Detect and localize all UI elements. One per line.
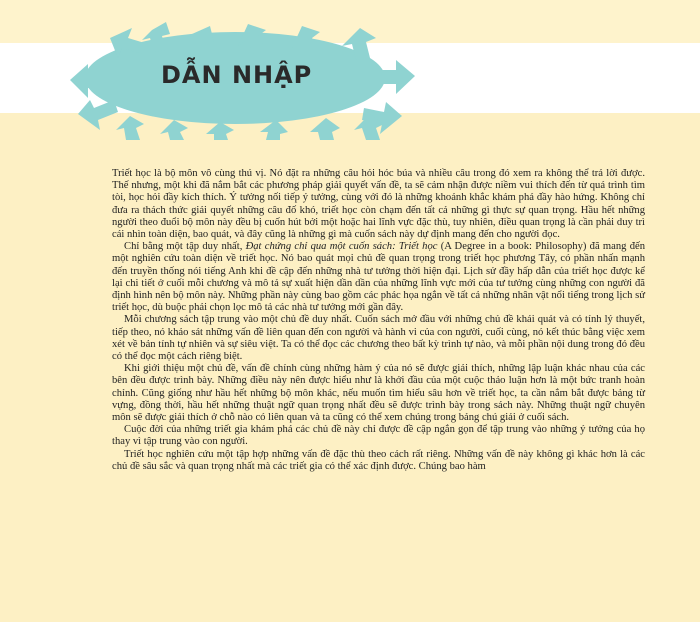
chapter-heading: DẪN NHẬP xyxy=(161,61,313,89)
paragraph-2-rest: (A Degree in a book: Philosophy) đã mang đến một nghiên cứu toàn diện về triết học. Nó bao quát mọi chủ đề quan trọng trong triết học phương Tây, có phần nhấn mạnh đến truyền thống nói tiếng Anh khi đề cập đến những nhà tư tưởng thời hiện đại. Lịch sử đầy hấp dẫn của triết học được kể lại chi tiết ở cuối mỗi chương và mô tả sự xuất hiện dần dần của những lĩnh vực mới của tư tưởng cùng những con người đã định hình nên bộ môn này. Những phần này cùng bao gồm các phác họa ngắn về tất cả những nhân vật nổi tiếng trong lịch sử triết học, dù buộc phải chọn lọc mô tả các nhà tư tưởng mới gần đây. xyxy=(112,241,645,314)
paragraph-1: Triết học là bộ môn vô cùng thú vị. Nó đặt ra những câu hỏi hóc búa và nhiều câu trong đó xem ra không thể trả lời được. Thế nhưng, một khi đã nắm bắt các phương pháp giải quyết vấn đề, ta sẽ cảm nhận được niềm vui thích đến từ quá trình tìm tòi, học hỏi đầy kích thích. Ý tưởng nối tiếp ý tưởng, cùng với đó là những khoảnh khắc khám phá đầy hào hứng. Không chỉ đưa ra thách thức giải quyết những câu đố khó, triết học còn chạm đến tất cả những gì thực sự quan trọng. Hầu hết những người theo đuổi bộ môn này đều bị cuốn hút bởi một hoặc hai lĩnh vực đặc thù, tuy nhiên, điều quan trọng là cần phải duy trì cái nhìn toàn diện, bao quát, và đây cũng là những gì mà cuốn sách này dự định mang đến cho người đọc. xyxy=(112,168,645,241)
book-title: Đạt chứng chỉ qua một cuốn sách: Triết học xyxy=(245,241,438,253)
body-text xyxy=(112,168,645,473)
paragraph-6: Triết học nghiên cứu một tập hợp những vấn đề đặc thù theo cách rất riêng. Những vấn đề này không gì khác hơn là các chủ đề sâu sắc và quan trọng nhất mà các triết gia có thể xác định được. Chúng bao hàm xyxy=(112,448,645,472)
paragraph-2-lead: Chỉ bằng một tập duy nhất, xyxy=(124,241,246,253)
paragraph-4: Khi giới thiệu một chủ đề, vấn đề chính cùng những hàm ý của nó sẽ được giải thích, những lập luận khác nhau của các bên đều được trình bày. Những điều này nên được hiểu như là khởi đầu của một cuộc thảo luận hơn là một bức tranh hoàn chỉnh. Cũng giống như hầu hết những bộ môn khác, nếu muốn tìm hiểu sâu hơn về triết học, ta cần nắm bắt được bảng từ vựng, đồng thời, hầu hết những thuật ngữ quan trọng nhất đều sẽ được trình bày trong sách này. Những thuật ngữ chuyên môn sẽ được giải thích ở chỗ nào có liên quan và ta cũng có thể xem chúng trong bảng chú giải ở cuối sách. xyxy=(112,363,645,424)
paragraph-2 xyxy=(112,241,645,314)
paragraph-3: Mỗi chương sách tập trung vào một chủ đề duy nhất. Cuốn sách mở đầu với những chủ đề khái quát và có tính lý thuyết, tiếp theo, nó khảo sát những vấn đề liên quan đến con người và hành vi của con người, cuối cùng, nó kết thúc bằng việc xem xét về bản tính tự nhiên và sự siêu việt. Ta có thể đọc các chương theo bất kỳ trình tự nào, và mỗi phần nội dung trong đó đều có thể đọc một cách riêng biệt. xyxy=(112,314,645,363)
paragraph-5: Cuộc đời của những triết gia khám phá các chủ đề này chỉ được đề cập ngắn gọn để tập trung vào những ý tưởng của họ thay vì tập trung vào con người. xyxy=(112,424,645,448)
